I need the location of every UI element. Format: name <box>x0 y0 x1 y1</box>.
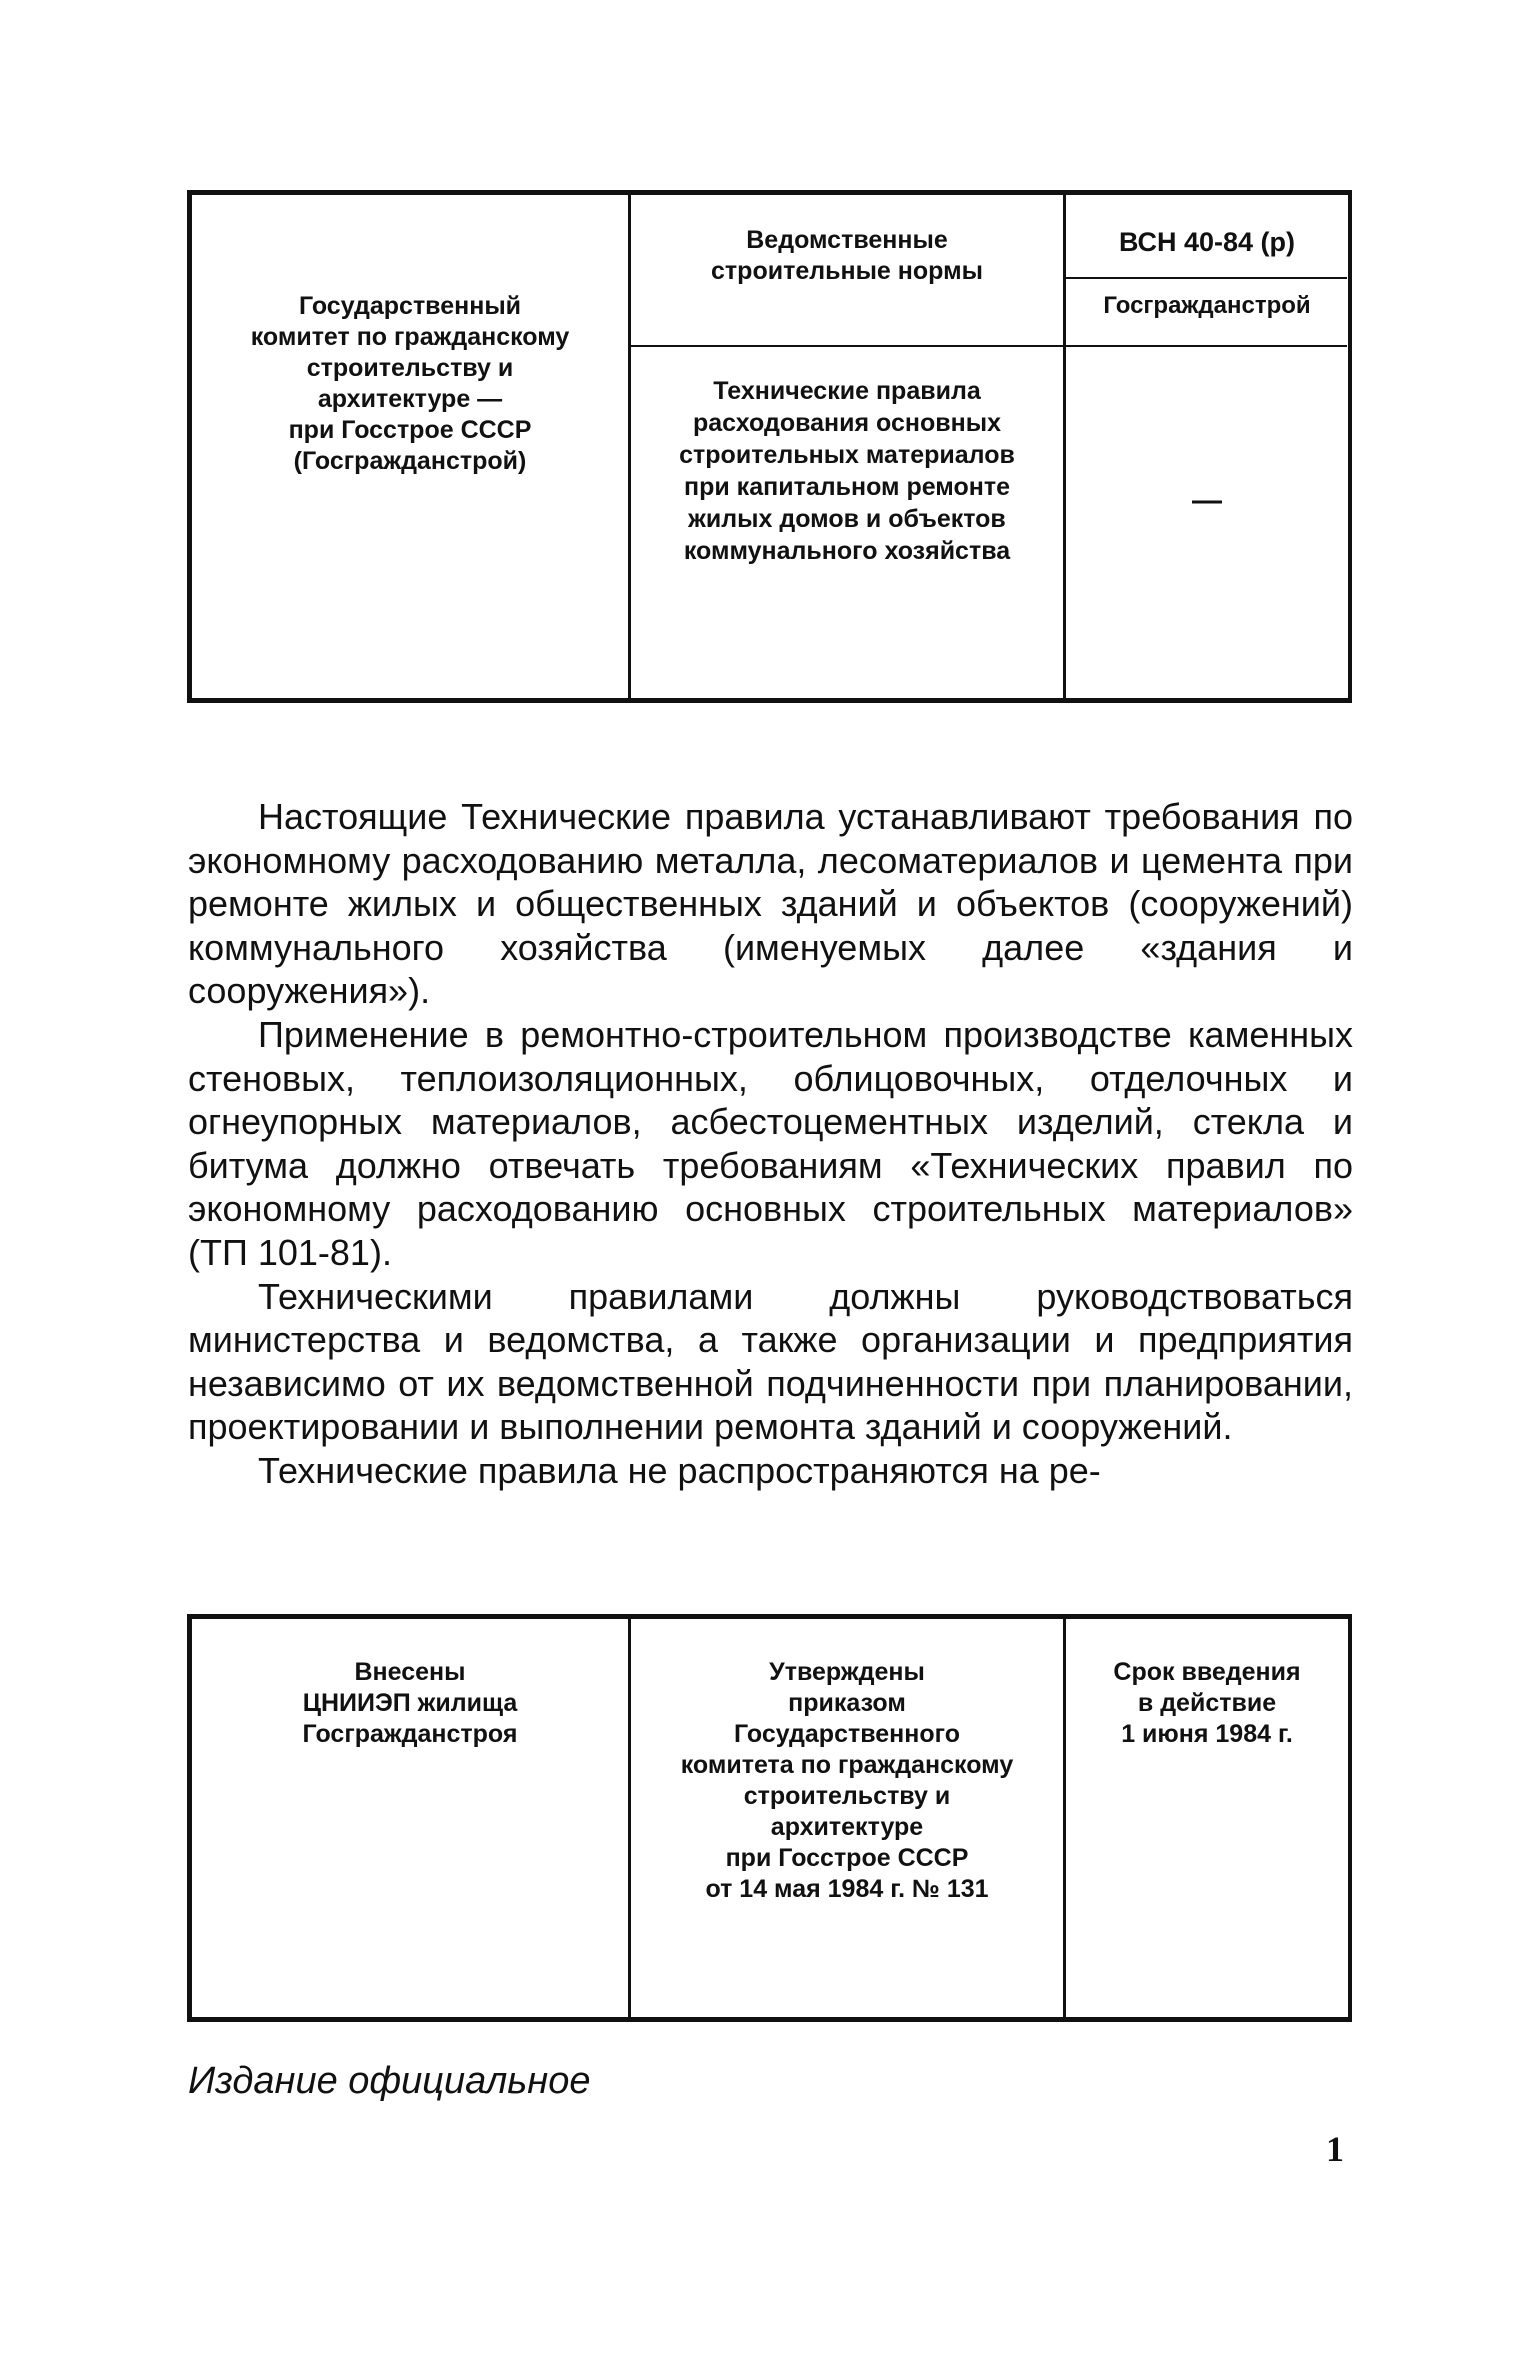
doc-title: Технические правила расходования основных строительных материалов при капитальном ремонте жилых домов и объектов коммунального хозяйства <box>679 377 1015 565</box>
effective-date: Срок введения в действие 1 июня 1984 г. <box>1113 1658 1301 1748</box>
norms-type: Ведомственные строительные нормы <box>711 226 983 285</box>
paragraph-2: Применение в ремонтно-строительном производстве каменных стеновых, теплоизоляционных, облицовочных, отделочных и огнеупорных материалов, асбестоцементных изделий, стекла и битума должно отвечать требованиям «Технических правил по экономному расходованию основных строительных материалов» (ТП 101-81). <box>188 1013 1353 1273</box>
doc-code: ВСН 40-84 (р) <box>1118 227 1295 257</box>
footer-table <box>187 1614 1352 2022</box>
header-table <box>187 190 1352 703</box>
committee-name: Государственный комитет по гражданскому строительству и архитектуре — при Госстрое СССР (Госгражданстрой) <box>250 292 570 475</box>
header-divider-code <box>1065 277 1347 279</box>
body-text <box>188 795 1353 1493</box>
doc-dash: — <box>1192 484 1222 517</box>
paragraph-3: Техническими правилами должны руководствоваться министерства и ведомства, а также организации и предприятия независимо от их ведомственной подчиненности при планировании, проектировании и выполнении ремонта зданий и сооружений. <box>188 1275 1353 1448</box>
page-number: 1 <box>1326 2129 1344 2169</box>
edition-note: Издание официальное <box>188 2060 591 2102</box>
header-divider-2 <box>1063 195 1066 698</box>
header-divider-agency <box>1065 345 1347 347</box>
agency-name: Госгражданстрой <box>1103 292 1311 319</box>
approved-by: Утверждены приказом Государственного комитета по гражданскому строительству и архитектуре при Госстрое СССР от 14 мая 1984 г. № 131 <box>680 1658 1014 1903</box>
paragraph-1: Настоящие Технические правила устанавливают требования по экономному расходованию металла, лесоматериалов и цемента при ремонте жилых и общественных зданий и объектов (сооружений) коммунального хозяйства (именуемых далее «здания и сооружения»). <box>188 796 1353 1012</box>
header-divider-mid <box>630 345 1065 347</box>
paragraph-4: Технические правила не распространяются на ре- <box>258 1449 1101 1491</box>
introduced-by: Внесены ЦНИИЭП жилища Госгражданстроя <box>302 1658 518 1748</box>
